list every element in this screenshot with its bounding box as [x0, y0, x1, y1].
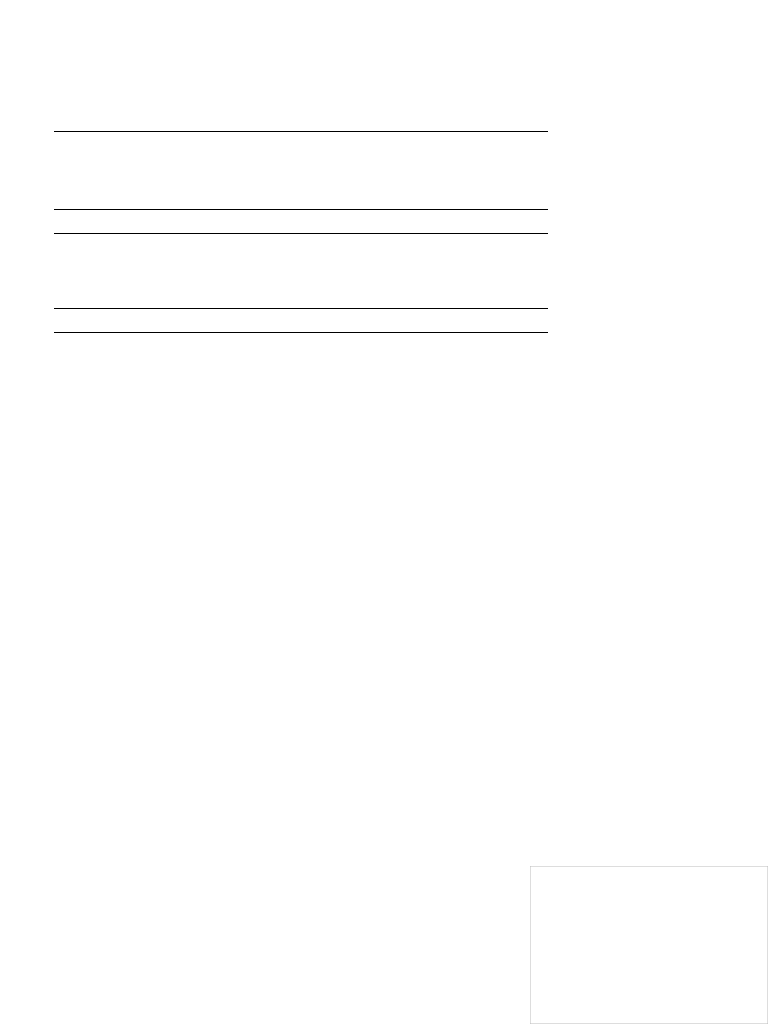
chart-area: [530, 866, 768, 1024]
overall-quality-chart: [530, 866, 768, 1024]
raw-data-divider: [54, 131, 548, 132]
weighted-bottom-rule: [54, 332, 548, 333]
weighted-top-rule: [54, 308, 548, 309]
q-value-bottom-rule: [54, 233, 548, 234]
q-value-top-rule: [54, 209, 548, 210]
